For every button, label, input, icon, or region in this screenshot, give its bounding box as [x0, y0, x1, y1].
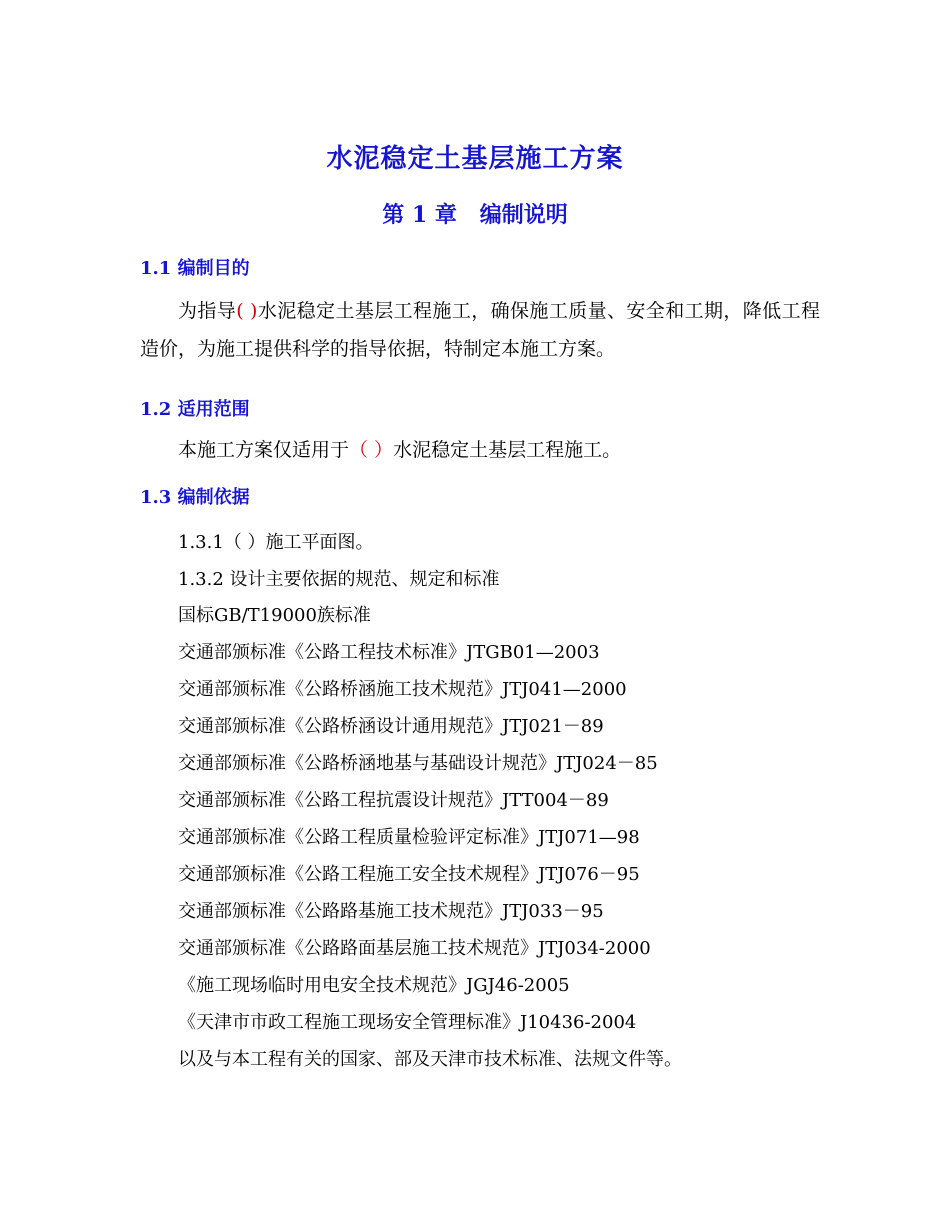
paragraph-text-after: 水泥稳定土基层工程施工，确保施工质量、安全和工期，降低工程造价，为施工提供科学的指导依据，特制定本施工方案。	[140, 300, 820, 360]
standard-item: 交通部颁标准《公路工程技术标准》JTGB01—2003	[178, 642, 600, 663]
standard-item: 国标GB/T19000族标准	[178, 605, 371, 626]
standard-item: 交通部颁标准《公路路基施工技术规范》JTJ033－95	[178, 901, 604, 922]
paragraph-text-before: 为指导	[178, 300, 237, 322]
standard-item: 交通部颁标准《公路桥涵设计通用规范》JTJ021－89	[178, 716, 604, 737]
standard-item: 交通部颁标准《公路桥涵施工技术规范》JTJ041—2000	[178, 679, 627, 700]
section-1-1-paragraph	[140, 292, 820, 368]
placeholder-paren: ( )	[236, 300, 258, 322]
standard-item: 以及与本工程有关的国家、部及天津市技术标准、法规文件等。	[178, 1049, 682, 1070]
standard-item: 交通部颁标准《公路工程施工安全技术规程》JTJ076－95	[178, 864, 640, 885]
section-heading-1-1: 1.1 编制目的	[140, 258, 250, 279]
chapter-heading: 第 1 章 编制说明	[382, 202, 568, 228]
subsection-1-3-2: 1.3.2 设计主要依据的规范、规定和标准	[178, 569, 500, 590]
paragraph-text-before: 本施工方案仅适用于	[178, 439, 350, 461]
standard-item: 《施工现场临时用电安全技术规范》JGJ46-2005	[178, 975, 570, 996]
standard-item: 交通部颁标准《公路工程质量检验评定标准》JTJ071—98	[178, 827, 640, 848]
standard-item: 交通部颁标准《公路桥涵地基与基础设计规范》JTJ024－85	[178, 753, 658, 774]
subsection-1-3-1: 1.3.1（ ）施工平面图。	[178, 532, 374, 553]
placeholder-paren: （ ）	[349, 439, 394, 461]
standard-item: 《天津市市政工程施工现场安全管理标准》J10436-2004	[178, 1012, 637, 1033]
section-heading-1-2: 1.2 适用范围	[140, 399, 250, 420]
document-title: 水泥稳定土基层施工方案	[326, 144, 624, 174]
standard-item: 交通部颁标准《公路工程抗震设计规范》JTT004－89	[178, 790, 609, 811]
paragraph-text-after: 水泥稳定土基层工程施工。	[393, 439, 622, 461]
section-1-2-paragraph	[140, 431, 820, 469]
standard-item: 交通部颁标准《公路路面基层施工技术规范》JTJ034-2000	[178, 938, 651, 959]
section-heading-1-3: 1.3 编制依据	[140, 487, 250, 508]
